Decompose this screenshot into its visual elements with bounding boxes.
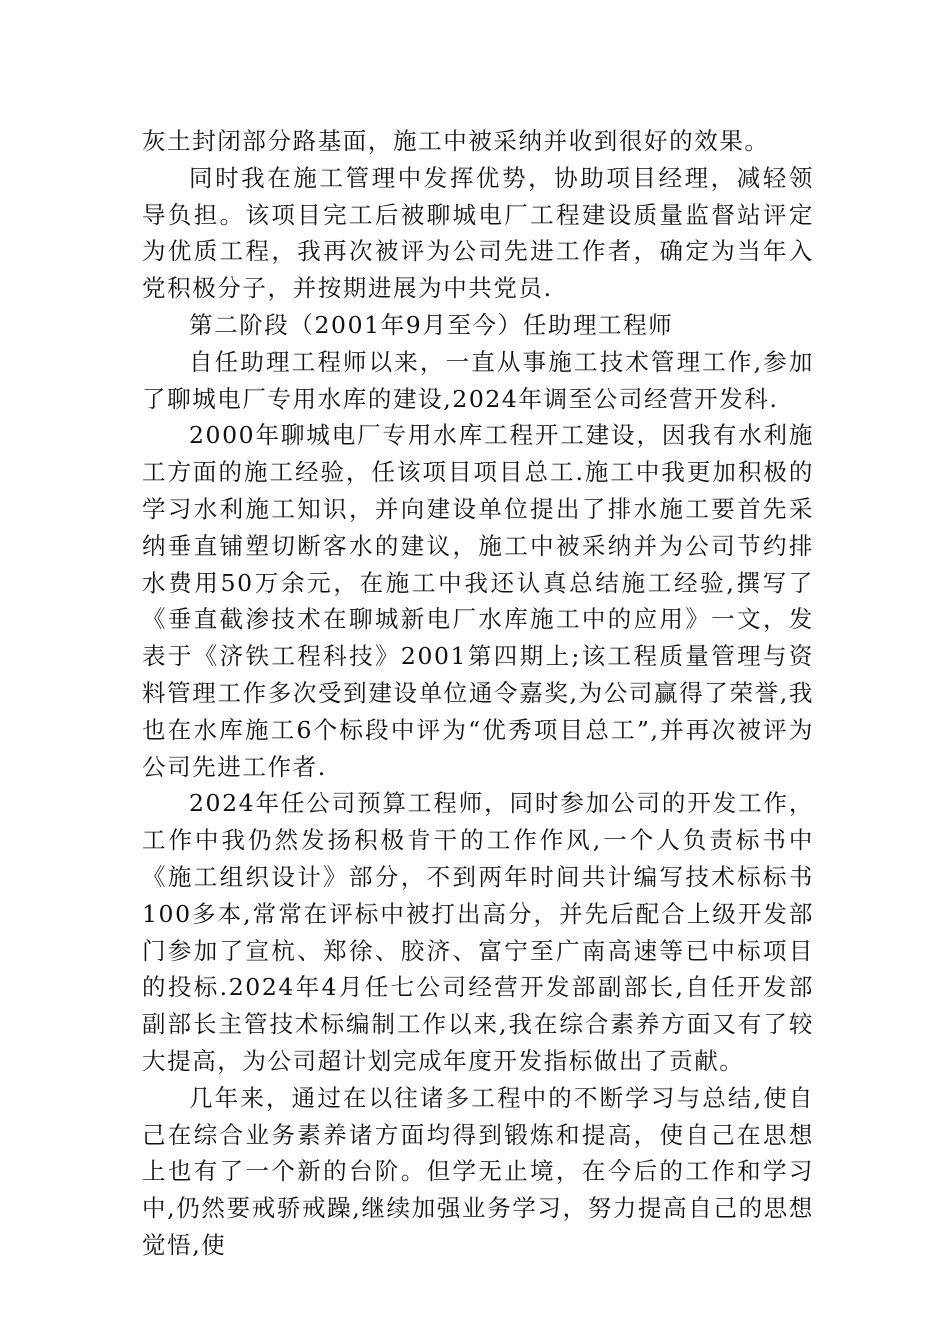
section-heading-stage-two: 第二阶段（2001年9月至今）任助理工程师: [189, 310, 674, 339]
paragraph-reservoir-project: 2000年聊城电厂专用水库工程开工建设，因我有水利施工方面的施工经验，任该项目项目总工.施工中我更加积极的学习水利施工知识，并向建设单位提出了排水施工要首先采纳垂直铺塑切断客水的建议，施工中被采纳并为公司节约排水费用50万余元，在施工中我还认真总结施工经验,撰写了《垂直截渗技术在聊城新电厂水库施工中的应用》一文，发表于《济铁工程科技》2001第四期上;该工程质量管理与资料管理工作多次受到建设单位通令嘉奖,为公司赢得了荣誉,我也在水库施工6个标段中评为“优秀项目总工”,并再次被评为公司先进工作者.: [142, 421, 814, 781]
paragraph-assistant-engineer: 自任助理工程师以来，一直从事施工技术管理工作,参加了聊城电厂专用水库的建设,2024年调至公司经营开发科.: [142, 347, 814, 413]
paragraph-budget-engineer: 2024年任公司预算工程师，同时参加公司的开发工作，工作中我仍然发扬积极肯干的工作作风,一个人负责标书中《施工组织设计》部分，不到两年时间共计编写技术标标书100多本,常常在评标中被打出高分，并先后配合上级开发部门参加了宣杭、郑徐、胶济、富宁至广南高速等已中标项目的投标.2024年4月任七公司经营开发部副部长,自任开发部副部长主管技术标编制工作以来,我在综合素养方面又有了较大提高，为公司超计划完成年度开发指标做出了贡献。: [142, 789, 814, 1075]
paragraph-project-management: 同时我在施工管理中发挥优势，协助项目经理，减轻领导负担。该项目完工后被聊城电厂工程建设质量监督站评定为优质工程，我再次被评为公司先进工作者，确定为当年入党积极分子，并按期进展为中共党员.: [142, 163, 814, 303]
document-body: [142, 123, 814, 1264]
paragraph-summary: 几年来，通过在以往诸多工程中的不断学习与总结,使自己在综合业务素养诸方面均得到锻炼和提高，使自己在思想上也有了一个新的台阶。但学无止境，在今后的工作和学习中,仍然要戒骄戒躁,继续加强业务学习，努力提高自己的思想觉悟,使: [142, 1083, 814, 1259]
paragraph-continued: 灰土封闭部分路基面，施工中被采纳并收到很好的效果。: [142, 127, 770, 155]
